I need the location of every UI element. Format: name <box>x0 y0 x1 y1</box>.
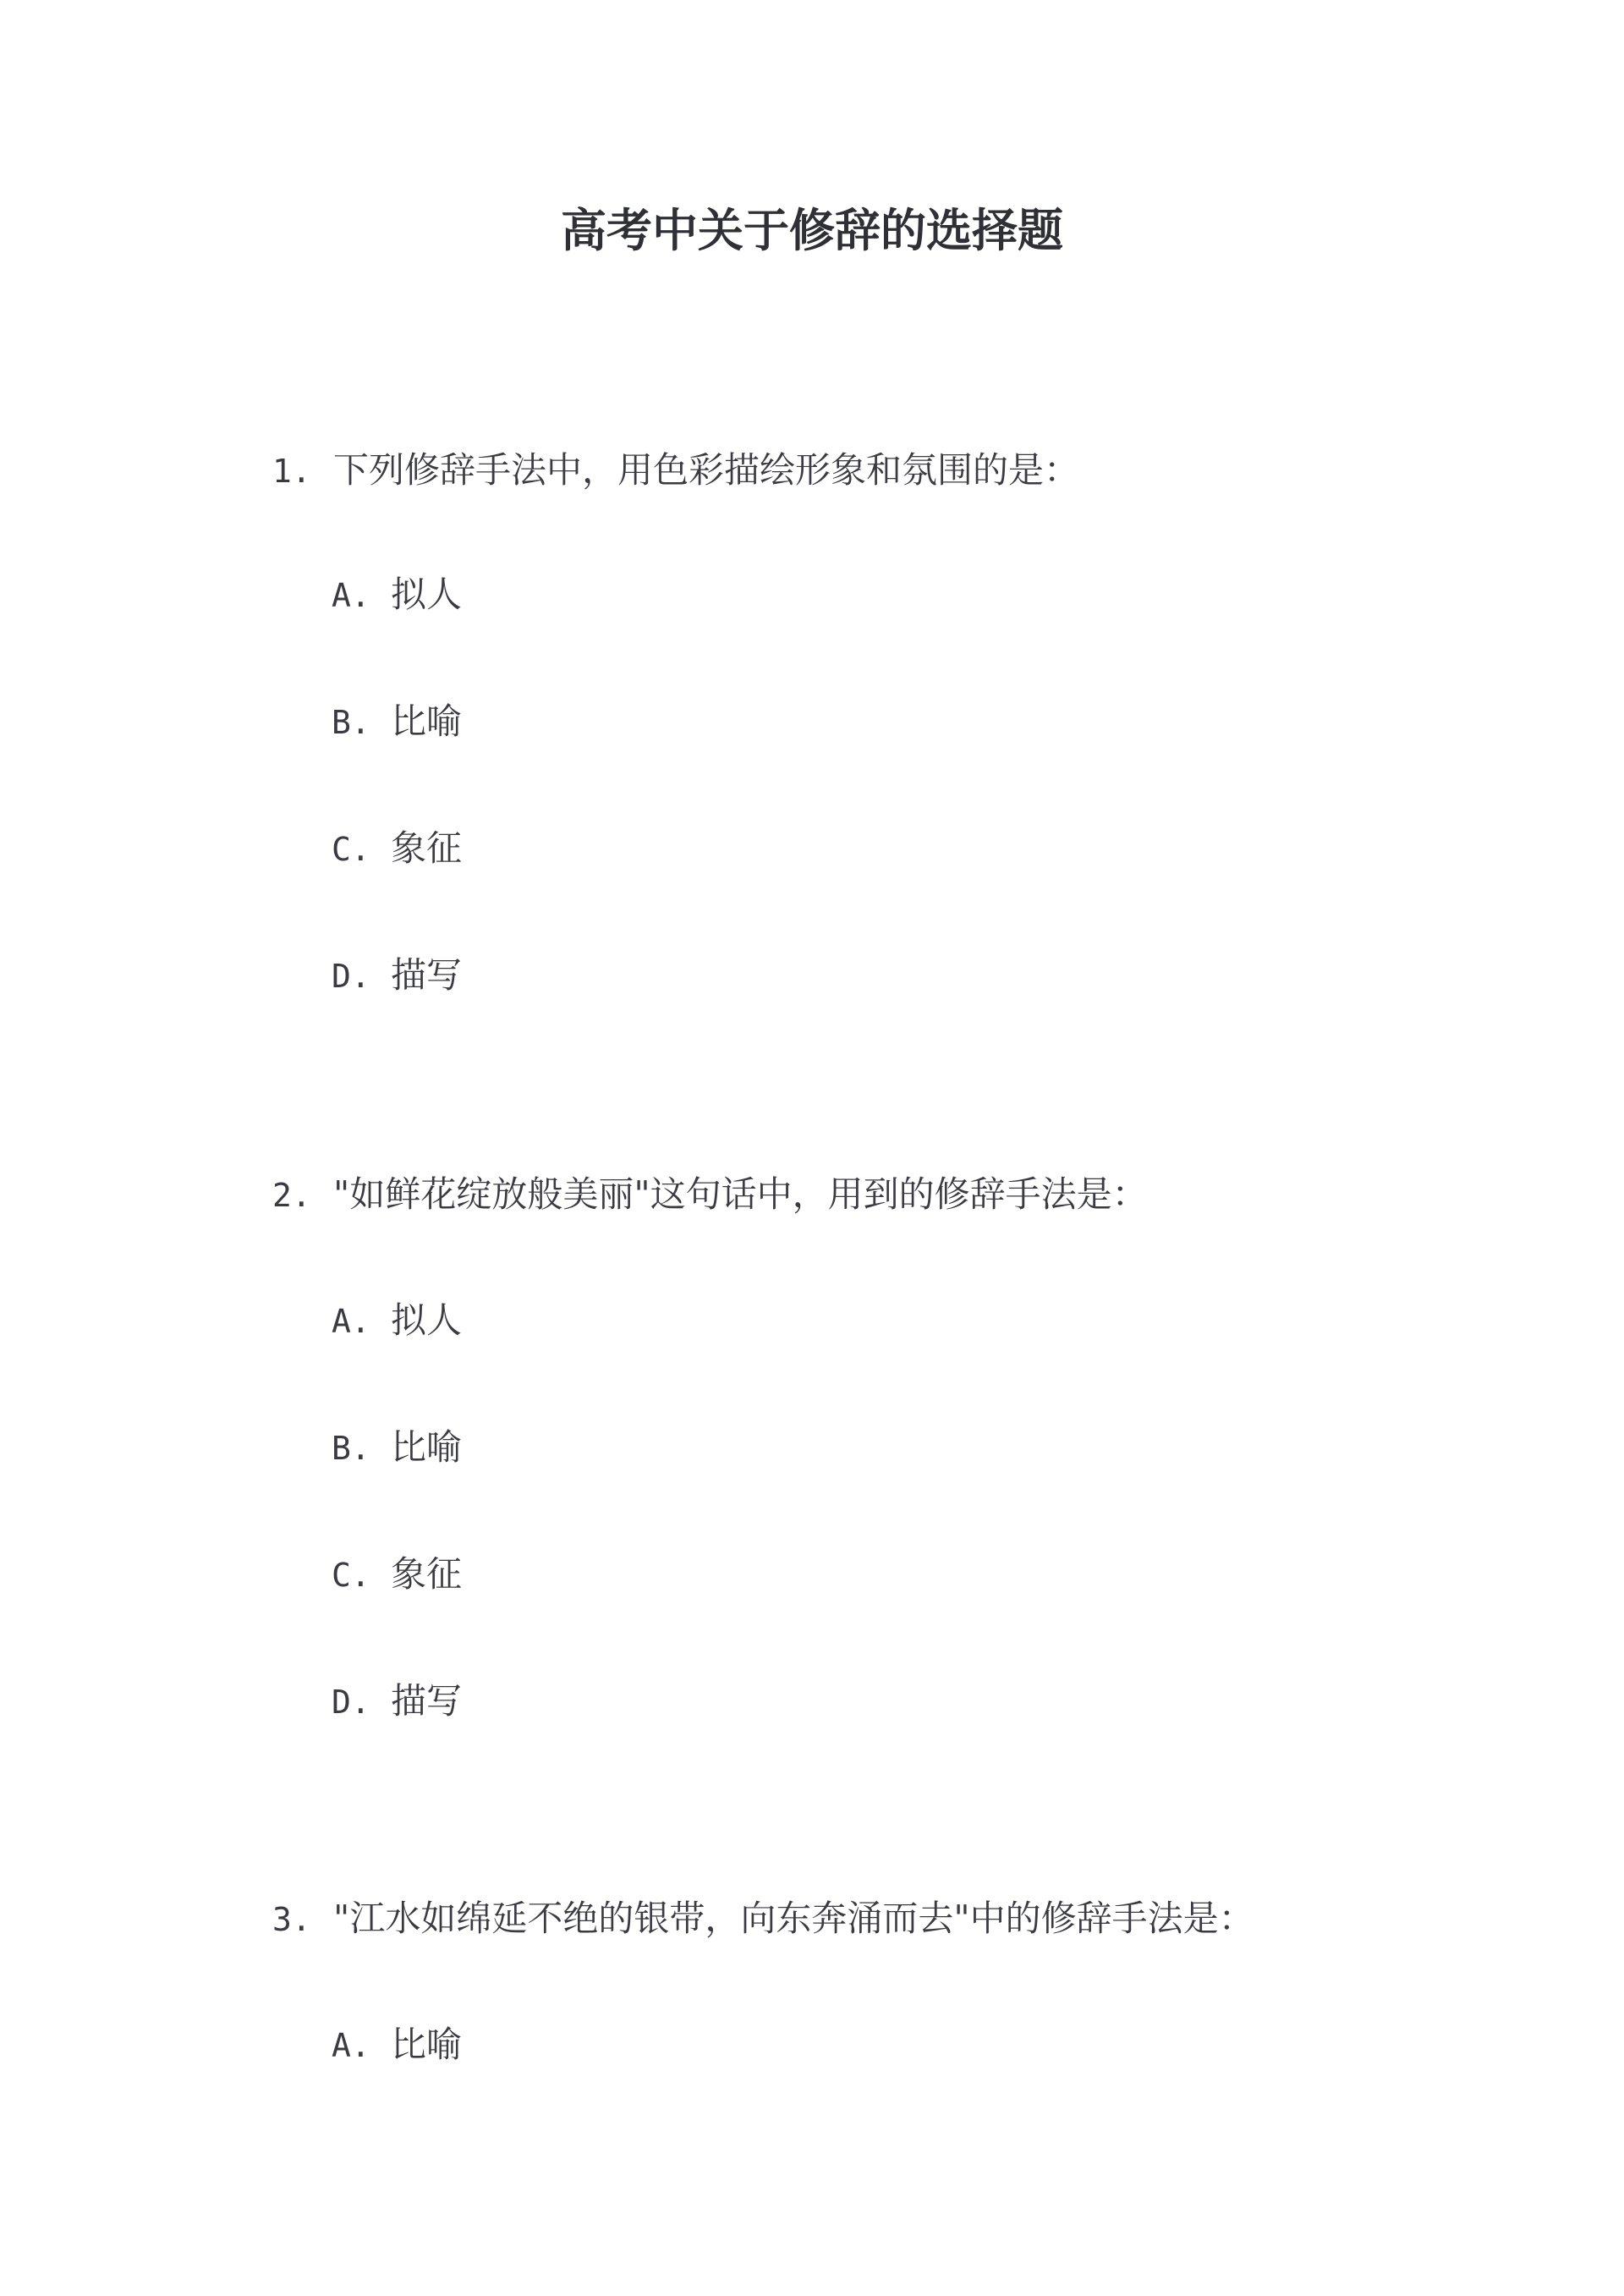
option-text: 拟人 <box>391 574 463 615</box>
option-text: 比喻 <box>391 1426 463 1468</box>
question-1-option-d[interactable] <box>332 952 462 1000</box>
question-3-option-a[interactable] <box>332 2021 462 2069</box>
question-number: 2. <box>272 1177 311 1214</box>
question-text: "江水如绵延不绝的银带，向东奔涌而去"中的修辞手法是： <box>333 1898 1254 1939</box>
question-2-option-c[interactable] <box>332 1551 462 1599</box>
option-text: 描写 <box>391 954 463 996</box>
option-text: 比喻 <box>391 2024 463 2065</box>
option-text: 拟人 <box>391 1299 463 1341</box>
option-letter: A. <box>332 2027 370 2064</box>
question-text: 下列修辞手法中，用色彩描绘形象和氛围的是： <box>333 449 1080 491</box>
option-text: 描写 <box>391 1680 463 1722</box>
option-letter: A. <box>332 577 370 614</box>
option-letter: D. <box>332 1684 370 1721</box>
option-letter: B. <box>332 1430 370 1467</box>
option-letter: D. <box>332 958 370 995</box>
question-number: 1. <box>272 453 311 490</box>
question-number: 3. <box>272 1901 311 1938</box>
page-title: 高考中关于修辞的选择题 <box>561 203 1063 257</box>
option-letter: B. <box>332 704 370 741</box>
question-1 <box>272 447 1079 495</box>
option-text: 象征 <box>391 827 463 869</box>
question-2-option-a[interactable] <box>332 1297 462 1345</box>
option-text: 象征 <box>391 1553 463 1595</box>
option-letter: C. <box>332 1557 370 1594</box>
question-2-option-b[interactable] <box>332 1424 462 1472</box>
question-1-option-c[interactable] <box>332 825 462 873</box>
question-text: "如鲜花绽放般美丽"这句话中，用到的修辞手法是： <box>333 1173 1148 1215</box>
question-3 <box>272 1895 1254 1943</box>
option-letter: C. <box>332 831 370 868</box>
option-text: 比喻 <box>391 700 463 742</box>
question-1-option-a[interactable] <box>332 571 462 619</box>
question-2 <box>272 1171 1148 1219</box>
option-letter: A. <box>332 1303 370 1340</box>
question-2-option-d[interactable] <box>332 1678 462 1726</box>
question-1-option-b[interactable] <box>332 698 462 746</box>
